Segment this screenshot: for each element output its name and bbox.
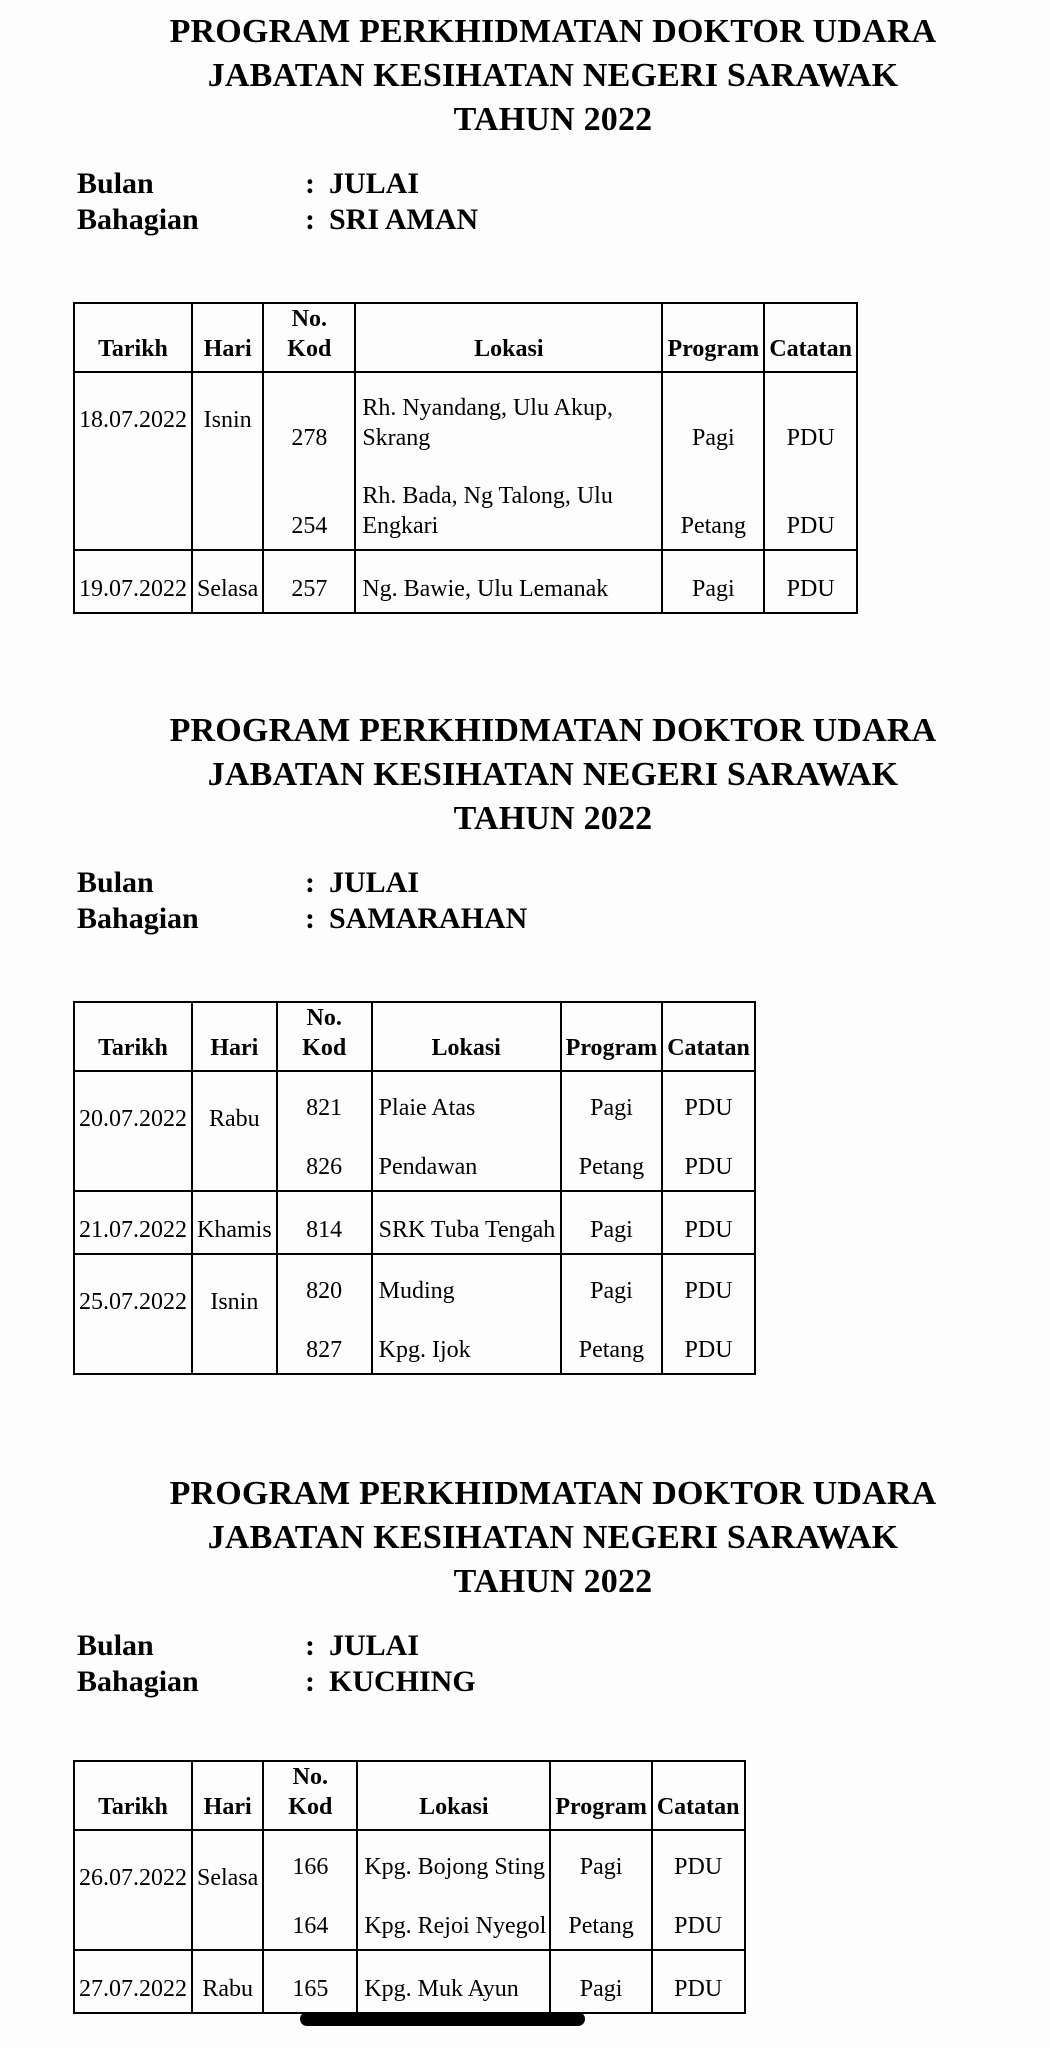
cell-catatan: PDU xyxy=(764,550,857,613)
column-header-kod: No. Kod xyxy=(277,1002,372,1071)
table-row xyxy=(74,550,857,613)
cell-catatan: PDU xyxy=(652,1890,745,1950)
cell-hari: Selasa xyxy=(192,1830,263,1950)
column-header-program: Program xyxy=(561,1002,663,1071)
column-header-kod: No. Kod xyxy=(263,1761,357,1830)
cell-program: Petang xyxy=(662,461,764,550)
lokasi-line: Rh. Nyandang, Ulu Akup, xyxy=(362,395,613,421)
cell-no-kod: 827 xyxy=(277,1314,372,1374)
bulan-label: Bulan xyxy=(77,1629,154,1662)
cell-catatan: PDU xyxy=(652,1950,745,2013)
title-line-2: JABATAN KESIHATAN NEGERI SARAWAK xyxy=(207,1519,899,1556)
column-header-tarikh: Tarikh xyxy=(74,303,192,372)
table-row xyxy=(74,1191,755,1254)
title-line-2: JABATAN KESIHATAN NEGERI SARAWAK xyxy=(207,57,899,94)
column-header-hari: Hari xyxy=(192,1002,277,1071)
table-row xyxy=(74,1254,755,1314)
title-line-3: TAHUN 2022 xyxy=(453,800,653,837)
schedule-table-samarahan xyxy=(73,1001,756,1375)
bahagian-line xyxy=(77,901,1033,937)
cell-lokasi xyxy=(372,1254,561,1314)
cell-tarikh: 21.07.2022 xyxy=(74,1191,192,1254)
cell-lokasi xyxy=(357,1830,550,1890)
colon: : xyxy=(305,866,315,899)
cell-program: Pagi xyxy=(561,1254,663,1314)
cell-catatan: PDU xyxy=(764,372,857,461)
table-row xyxy=(74,1830,745,1890)
bahagian-label: Bahagian xyxy=(77,1665,199,1698)
cell-catatan: PDU xyxy=(662,1314,755,1374)
header-row xyxy=(74,1002,755,1071)
title-line-2: JABATAN KESIHATAN NEGERI SARAWAK xyxy=(207,756,899,793)
cell-no-kod: 820 xyxy=(277,1254,372,1314)
cell-program: Pagi xyxy=(550,1950,652,2013)
cell-tarikh: 19.07.2022 xyxy=(74,550,192,613)
colon: : xyxy=(305,203,315,236)
cell-hari: Isnin xyxy=(192,372,263,550)
column-header-program: Program xyxy=(662,303,764,372)
column-header-hari: Hari xyxy=(192,303,263,372)
section-meta xyxy=(73,865,1033,937)
home-indicator[interactable] xyxy=(300,2012,585,2026)
column-header-lokasi: Lokasi xyxy=(372,1002,561,1071)
cell-tarikh: 26.07.2022 xyxy=(74,1830,192,1950)
cell-hari: Isnin xyxy=(192,1254,277,1374)
cell-program: Pagi xyxy=(662,550,764,613)
document-title xyxy=(73,709,1033,841)
lokasi-line: Rh. Bada, Ng Talong, Ulu xyxy=(362,483,613,509)
cell-no-kod: 257 xyxy=(263,550,355,613)
cell-no-kod: 164 xyxy=(263,1890,357,1950)
column-header-lokasi: Lokasi xyxy=(357,1761,550,1830)
column-header-lokasi: Lokasi xyxy=(355,303,662,372)
bahagian-label: Bahagian xyxy=(77,203,199,236)
bahagian-value: SAMARAHAN xyxy=(329,902,528,935)
title-line-1: PROGRAM PERKHIDMATAN DOKTOR UDARA xyxy=(169,712,937,749)
bulan-line xyxy=(77,1628,1033,1664)
bahagian-label: Bahagian xyxy=(77,902,199,935)
title-line-1: PROGRAM PERKHIDMATAN DOKTOR UDARA xyxy=(169,1475,937,1512)
cell-program: Pagi xyxy=(561,1191,663,1254)
bulan-value: JULAI xyxy=(329,1629,420,1662)
cell-no-kod: 254 xyxy=(263,461,355,550)
colon: : xyxy=(305,1629,315,1662)
cell-no-kod: 278 xyxy=(263,372,355,461)
lokasi-line: SRK Tuba Tengah xyxy=(378,1217,556,1243)
table-row xyxy=(74,1950,745,2013)
colon: : xyxy=(305,167,315,200)
column-header-program: Program xyxy=(550,1761,652,1830)
title-line-3: TAHUN 2022 xyxy=(453,101,653,138)
header-row xyxy=(74,303,857,372)
section-kuching xyxy=(73,1472,1033,2014)
title-line-3: TAHUN 2022 xyxy=(453,1563,653,1600)
cell-catatan: PDU xyxy=(662,1254,755,1314)
cell-hari: Khamis xyxy=(192,1191,277,1254)
bulan-value: JULAI xyxy=(329,866,420,899)
cell-program: Petang xyxy=(550,1890,652,1950)
column-header-catatan: Catatan xyxy=(662,1002,755,1071)
section-meta xyxy=(73,166,1033,238)
column-header-catatan: Catatan xyxy=(652,1761,745,1830)
column-header-tarikh: Tarikh xyxy=(74,1761,192,1830)
bulan-label: Bulan xyxy=(77,866,154,899)
cell-hari: Rabu xyxy=(192,1071,277,1191)
header-row xyxy=(74,1761,745,1830)
cell-tarikh: 20.07.2022 xyxy=(74,1071,192,1191)
lokasi-line: Kpg. Bojong Sting xyxy=(364,1854,546,1880)
cell-tarikh: 18.07.2022 xyxy=(74,372,192,550)
cell-catatan: PDU xyxy=(662,1131,755,1191)
cell-no-kod: 826 xyxy=(277,1131,372,1191)
cell-program: Pagi xyxy=(662,372,764,461)
bulan-label: Bulan xyxy=(77,167,154,200)
lokasi-line: Kpg. Muk Ayun xyxy=(364,1976,519,2002)
bahagian-line xyxy=(77,1664,1033,1700)
cell-lokasi xyxy=(372,1191,561,1254)
cell-program: Pagi xyxy=(550,1830,652,1890)
colon: : xyxy=(305,902,315,935)
cell-program: Petang xyxy=(561,1131,663,1191)
schedule-table-sri-aman xyxy=(73,302,858,614)
column-header-catatan: Catatan xyxy=(764,303,857,372)
cell-lokasi xyxy=(355,461,662,550)
colon: : xyxy=(305,1665,315,1698)
schedule-table-kuching xyxy=(73,1760,746,2014)
lokasi-line: Pendawan xyxy=(378,1154,478,1180)
lokasi-line: Plaie Atas xyxy=(378,1095,476,1121)
table-row xyxy=(74,1071,755,1131)
cell-no-kod: 165 xyxy=(263,1950,357,2013)
bahagian-value: KUCHING xyxy=(329,1665,476,1698)
cell-lokasi xyxy=(357,1950,550,2013)
lokasi-line: Kpg. Ijok xyxy=(378,1337,471,1363)
cell-hari: Selasa xyxy=(192,550,263,613)
section-samarahan xyxy=(73,709,1033,1375)
cell-no-kod: 166 xyxy=(263,1830,357,1890)
cell-lokasi xyxy=(357,1890,550,1950)
cell-hari: Rabu xyxy=(192,1950,263,2013)
cell-no-kod: 814 xyxy=(277,1191,372,1254)
cell-lokasi xyxy=(355,550,662,613)
section-meta xyxy=(73,1628,1033,1700)
column-header-kod: No. Kod xyxy=(263,303,355,372)
cell-lokasi xyxy=(372,1071,561,1131)
column-header-hari: Hari xyxy=(192,1761,263,1830)
section-sri-aman xyxy=(73,10,1033,614)
cell-catatan: PDU xyxy=(764,461,857,550)
bahagian-value: SRI AMAN xyxy=(329,203,479,236)
cell-program: Pagi xyxy=(561,1071,663,1131)
lokasi-line: Muding xyxy=(378,1278,455,1304)
lokasi-line: Skrang xyxy=(362,425,431,451)
lokasi-line: Kpg. Rejoi Nyegol xyxy=(364,1913,547,1939)
document-title xyxy=(73,1472,1033,1604)
bulan-line xyxy=(77,865,1033,901)
column-header-tarikh: Tarikh xyxy=(74,1002,192,1071)
cell-no-kod: 821 xyxy=(277,1071,372,1131)
cell-lokasi xyxy=(372,1314,561,1374)
cell-catatan: PDU xyxy=(662,1071,755,1131)
bahagian-line xyxy=(77,202,1033,238)
title-line-1: PROGRAM PERKHIDMATAN DOKTOR UDARA xyxy=(169,13,937,50)
lokasi-line: Ng. Bawie, Ulu Lemanak xyxy=(362,576,609,602)
bulan-value: JULAI xyxy=(329,167,420,200)
cell-lokasi xyxy=(355,372,662,461)
table-row xyxy=(74,372,857,461)
cell-program: Petang xyxy=(561,1314,663,1374)
cell-tarikh: 27.07.2022 xyxy=(74,1950,192,2013)
cell-catatan: PDU xyxy=(652,1830,745,1890)
cell-catatan: PDU xyxy=(662,1191,755,1254)
cell-lokasi xyxy=(372,1131,561,1191)
bulan-line xyxy=(77,166,1033,202)
cell-tarikh: 25.07.2022 xyxy=(74,1254,192,1374)
document-title xyxy=(73,10,1033,142)
lokasi-line: Engkari xyxy=(362,513,439,539)
